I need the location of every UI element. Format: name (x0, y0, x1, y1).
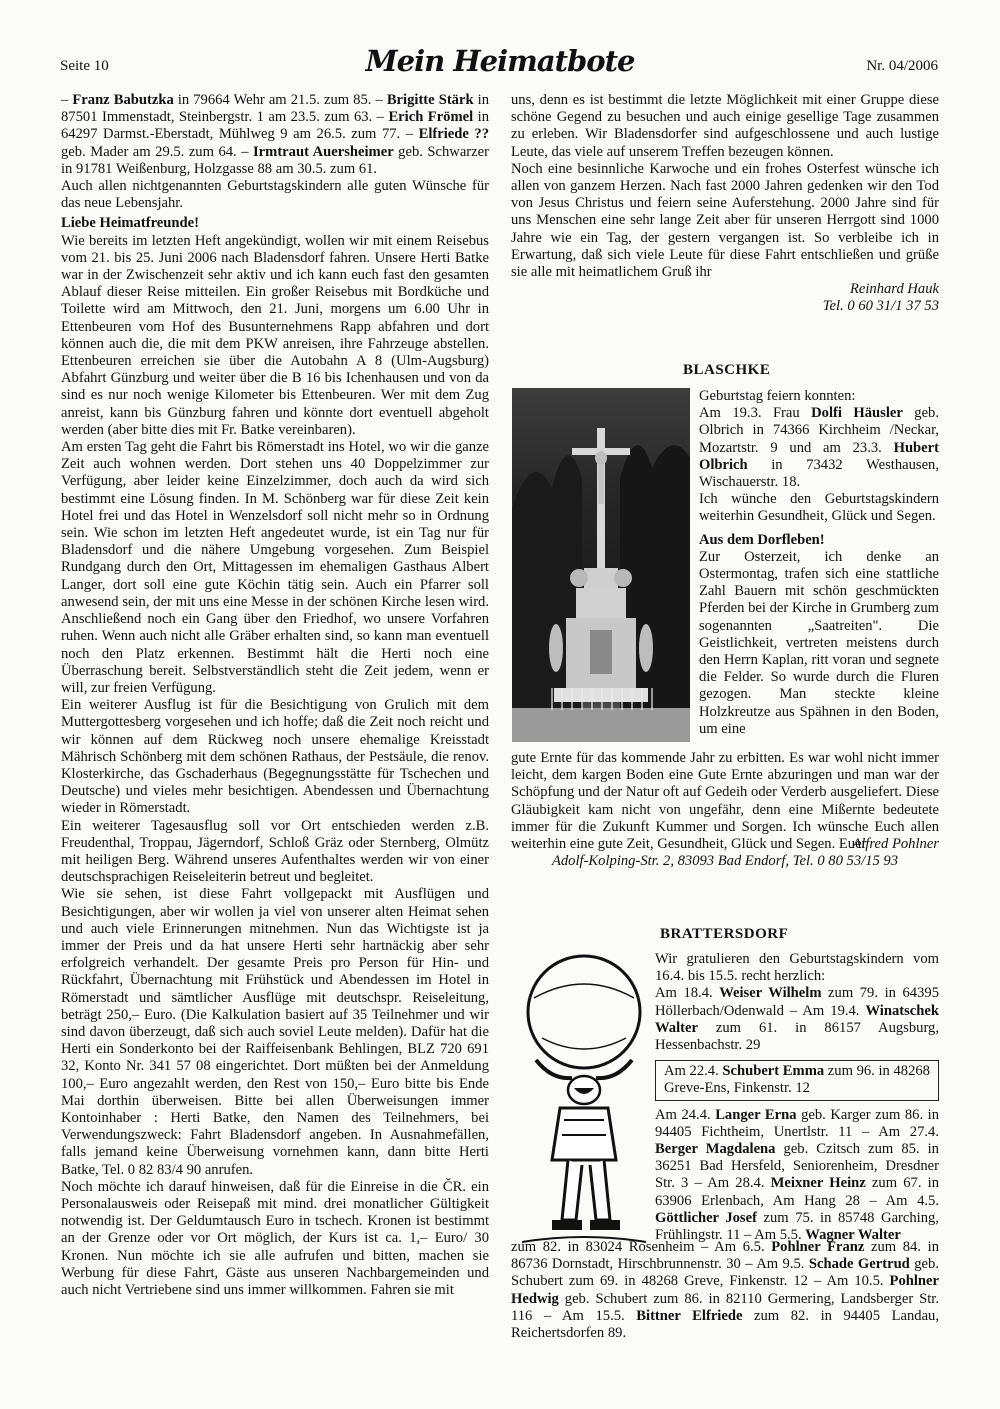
greeting-heading: Liebe Heimatfreunde! (61, 215, 199, 232)
text-run: zum 61. in 86157 Augsburg, Hessenbachstr. 29 (655, 1019, 939, 1054)
signature-name: Reinhard Hauk (849, 281, 939, 298)
text-run: geb. Mader am 29.5. zum 64. – (61, 143, 253, 160)
signature-phone: Tel. 0 60 31/1 37 53 (822, 298, 939, 315)
intro-line: Geburtstag feiern konnten: (699, 388, 856, 404)
article-paragraph: gute Ernte für das kommende Jahr zu erbitten. Es war wohl nicht immer leicht, dem kargen Boden eine Gute Ernte abzuringen und man war der Schöpfung und der Natur oft auf Gedeih oder Verderb ausgeliefert. Diese Gläubigkeit kam nicht von ungefähr, denn eine Mißernte bedeutete immer für die Zukunft Kummer und Sorgen. Ich wünsche Euch allen weiterhin eine gute Zeit, Gesundheit, Glück und Segen. Euer (511, 750, 939, 853)
right-column (511, 92, 939, 316)
birthday-wish: Ich wünche den Geburtstagskindern weiterhin Gesundheit, Glück und Segen. (699, 491, 939, 525)
person-name: Winatschek Walter (655, 1002, 939, 1036)
page-number: Seite 10 (60, 58, 109, 74)
article-paragraph: Noch eine besinnliche Karwoche und ein frohes Osterfest wünsche ich allen von ganzem Herzen. Nach fast 2000 Jahren gedenken wir den Tod von Jesus Christus und feiern seine Auferstehung. 2000 Jahre sind für uns Menschen eine sehr lange Zeit aber für unseren Herrgott sind 1000 Jahre wie ein Tag, der gestern vergangen ist. So verbleibe ich in Erwartung, daß sich viele Leute für diese Fahrt entschließen und grüße sie alle mit heimatlichem Gruß ihr (511, 160, 939, 281)
brattersdorf-birthdays (655, 951, 939, 1244)
person-name: Berger Magdalena (655, 1141, 776, 1158)
article-paragraph: Ein weiterer Ausflug ist für die Besichtigung von Grulich mit dem Muttergottesberg vorgesehen und ich hoffe; daß die Zeit noch reicht und wir können auf dem Rückweg noch unsere ehemalige Kreisstadt Mährisch Schönberg mit dem schönen Rathaus, der Pestsäule, die renov. Klosterkirche, das Gschaderhaus (Begegnungsstätte für Tschechen und Deutsche) und vieles mehr besichtigen. Abendessen und Übernachtung wieder in Römerstadt. (61, 697, 489, 817)
birthday-list (61, 92, 489, 178)
birthday-entry (655, 1107, 939, 1245)
text-run: geb. Schwarzer in 91781 Weißenburg, Holzgasse 88 am 30.5. zum 61. (61, 143, 489, 177)
article-paragraph: Zur Osterzeit, ich denke an Ostermontag, trafen sich eine stattliche Zahl Bauern mit schön geschmückten Pferden bei der Kirche in Grumberg zum sogenannten „Saatreiten". Die Geistlichkeit, vertreten meistens durch den Herrn Kaplan, ritt voran und segnete die Felder. So wurde durch die Fluren gezogen. Man steckte kleine Holzkreutze aus Spähnen in den Boden, um eine (699, 548, 939, 737)
blaschke-continuation (511, 750, 939, 871)
village-life-heading: Aus dem Dorfleben! (699, 531, 825, 548)
section-title-brattersdorf: BRATTERSDORF (660, 926, 789, 942)
text-run: in 79664 Wehr am 21.5. zum 85. – (173, 92, 387, 108)
atlas-figure-illustration (512, 950, 656, 1250)
text-run: geb. Czitsch zum 85. in 36251 Bad Hersfeld, Seniorenheim, Dresdner Str. 3 – Am 28.4. (655, 1141, 939, 1192)
person-name: Brigitte Stärk (386, 92, 474, 108)
text-run: zum 96. in 48268 Greve-Ens, Finkenstr. 12 (664, 1063, 930, 1097)
text-run: Am 19.3. Frau (699, 405, 812, 422)
person-name: Meixner Heinz (770, 1175, 866, 1192)
highlighted-birthday-box (655, 1060, 939, 1100)
article-paragraph: Noch möchte ich darauf hinweisen, daß für die Einreise in die ČR. ein Personalausweis oder Reisepaß mit mind. drei monatlicher Gültigkeit notwendig ist. Der Geldumtausch Euro in tschech. Kronen ist bestimmt an der Grenze oder vor Ort möglich, der Kurs ist ca. 1,– Euro/ 30 Kronen. Nun möchte ich sie alle aufrufen und bitten, machen sie Werbung für diese Fahrt, Gäste aus unseren Nachbargemeinden und auch nicht Vertriebene sind uns immer willkommen. Fahren sie mit (61, 1178, 489, 1299)
article-paragraph: Wie sie sehen, ist diese Fahrt vollgepackt mit Ausflügen und Besichtigungen, aber wir wollen ja viel von unserer alten Heimat sehen und auch viele Erinnerungen mitnehmen. Nun das Wichtigste ist ja immer der Preis und da hat unsere Herti sehr hartnäckig aber sehr erfolgreich verhandelt. Der gesamte Preis pro Person für Hin- und Rückfahrt, Übernachtung mit Frühstück und Abendessen im Hotel in Römerstadt und sämtlicher Ausflüge mit deutschspr. Reiseleitung, beträgt 250,– Euro. (Die Kalkulation basiert auf 35 Teilnehmer und wir sind davon überzeugt, daß sich auch soviel Leute melden). Dafür hat die Herti ein Sonderkonto bei der Raiffeisenbank Behlingen, BLZ 720 691 32, Konto Nr. 341 57 08 eingerichtet. Dort müßten bei der Anmeldung 100,– Euro angezahlt werden, den Rest von 150,– Euro bitte bis Ende Mai dorthin überweisen. Bitte bei allen Überweisungen immer Kontoinhaber : Herti Batke, den Namen des Teilnehmers, bei Verwendungszweck: Fahrt Bladensdorf angeben. In Ausnahmefällen, falls jemand keine Überweisung vornehmen kann, dann bitte Herti Batke, Tel. 0 82 83/4 90 anrufen. (61, 886, 489, 1178)
text-run: zum 82. in 94405 Landau, Reichertsdorfen 89. (511, 1307, 939, 1342)
section-title-blaschke: BLASCHKE (683, 362, 771, 378)
birthday-entry (699, 405, 939, 491)
birthday-entry (511, 1239, 939, 1342)
birthday-entry (655, 985, 939, 1054)
left-column (61, 92, 489, 1299)
text-run: in 73432 Westhausen, Wischauerstr. 18. (699, 456, 939, 491)
birthday-closing: Auch allen nichtgenannten Geburtstagskindern alle guten Wünsche für das neue Lebensjahr. (61, 178, 489, 212)
text-run: zum 75. in 85748 Garching, Frühlingstr. 11 – Am 5.5. (655, 1209, 939, 1244)
person-name: Erich Frömel (388, 109, 474, 126)
text-run: zum 82. in 83024 Rosenheim – Am 6.5. (511, 1239, 772, 1255)
text-run: Am 24.4. (655, 1106, 716, 1123)
article-paragraph: uns, denn es ist bestimmt die letzte Möglichkeit mit einer Gruppe diese schöne Gegend zu besuchen und auch einige gesellige Tage zusammen zu erleben. Wir Bladensdorfer sind aufgeschlossene und auch lustige Leute, das viele auf unserem Treffen bezeugen können. (511, 92, 939, 160)
text-run: geb. Karger zum 86. in 94405 Fichtheim, Unertlstr. 11 – Am 27.4. (655, 1106, 940, 1140)
person-name: Dolfi Häusler (811, 405, 903, 422)
person-name: Pohlner Franz (771, 1239, 865, 1255)
article-paragraph: Ein weiterer Tagesausflug soll vor Ort entschieden werden z.B. Freudenthal, Troppau, Jägerndorf, Schloß Gräz oder Sternberg, Olmütz mit heiligen Berg. Während unseres Aufenthaltes werden wir von einer deutschsprachigen Reiseleiterin betreut und begleitet. (61, 817, 489, 886)
person-name: Langer Erna (715, 1106, 797, 1123)
signature-address: Adolf-Kolping-Str. 2, 83093 Bad Endorf, Tel. 0 80 53/15 93 (551, 853, 899, 870)
person-name: Pohlner Hedwig (511, 1273, 939, 1307)
blaschke-birthdays (699, 388, 939, 738)
atlas-globe-drawing (512, 950, 656, 1250)
person-name: Göttlicher Josef (655, 1209, 757, 1226)
cross-monument-illustration (512, 388, 690, 742)
text-run: – (61, 92, 73, 108)
text-run: zum 67. in 63906 Erlenbach, Am Hang 28 – Am 4.5. (655, 1175, 939, 1209)
person-name: Irmtraut Auersheimer (253, 143, 394, 160)
person-name: Franz Babutzka (72, 92, 174, 108)
text-run: Am 22.4. (664, 1063, 723, 1080)
person-name: Bittner Elfriede (636, 1307, 743, 1324)
person-name: Weiser Wilhelm (719, 985, 822, 1002)
text-run: geb. Schubert zum 86. in 82110 Germering, Landsberger Str. 116 – Am 15.5. (511, 1290, 939, 1324)
intro-line: Wir gratulieren den Geburtstagskindern vom 16.4. bis 15.5. recht herzlich: (655, 951, 939, 985)
text-run: geb. Olbrich in 74366 Kirchheim /Neckar, Mozartstr. 9 und am 23.3. (699, 405, 939, 456)
article-paragraph: Wie bereits im letzten Heft angekündigt, wollen wir mit einem Reisebus vom 21. bis 25. Juni 2006 nach Bladensdorf fahren. Unsere Herti Batke war in der Zwischenzeit sehr aktiv und ich kann euch fast den gesamten Ablauf dieser Reise mitteilen. Ein großer Reisebus mit Bordküche und Toilette wird am Mittwoch, den 21. Juni, morgens um 6.00 Uhr in Ettenbeuren vom Hof des Busunternehmens Rapp abfahren und dort können auch die, die mit dem PKW anreisen, ihre Fahrzeuge abstellen. Ettenbeuren erreichen sie über die Autobahn A 8 (Ulm-Augsburg) Abfahrt Günzburg und weiter über die B 16 bis Ichenhausen und von da sind es nur noch wenige Kilometer bis Ettenbeuren. Wer mit dem Zug anreist, kann bis Günzburg fahren und könnte dort eventuell abgeholt werden (aber bitte dies mit Fr. Batke vereinbaren). (61, 232, 489, 438)
brattersdorf-continuation (511, 1239, 939, 1342)
person-name: Elfriede ?? (418, 126, 490, 143)
person-name: Schade Gertrud (808, 1256, 910, 1273)
masthead-logo: Mein Heimatbote (365, 44, 635, 78)
issue-number: Nr. 04/2006 (866, 58, 938, 74)
text-run: in 64297 Darmst.-Eberstadt, Mühlweg 9 am 26.5. zum 77. – (61, 109, 490, 143)
signature-name: Alfred Pohlner (852, 836, 939, 853)
text-run: in 87501 Immenstadt, Steinbergstr. 1 am 23.5. zum 63. – (61, 92, 489, 126)
text-run: geb. Schubert zum 69. in 48268 Greve, Finkenstr. 12 – Am 10.5. (511, 1256, 939, 1290)
person-name: Hubert Olbrich (699, 439, 939, 473)
text-run: Am 18.4. (655, 985, 720, 1002)
text-run: zum 79. in 64395 Höllerbach/Odenwald – Am 19.4. (655, 985, 939, 1019)
wayside-cross-photo (512, 388, 690, 742)
person-name: Schubert Emma (722, 1063, 825, 1080)
article-paragraph: Am ersten Tag geht die Fahrt bis Römerstadt ins Hotel, wo wir die ganze Zeit auch wohnen werden. Dort stehen uns 40 Doppelzimmer zur Verfügung, aber leider keine Einzelzimmer, doch auch da wird sich bestimmt eine Lösung finden. In M. Schönberg war für diese Zeit kein Hotel frei und das Hotel in Wenzelsdorf soll nicht mehr so in Ordnung sein. Wie schon im letzten Heft angedeutet wurde, ist ein Tag nur für Bladensdorf und die nähere Umgebung vorgesehen. Zum Beispiel Rundgang durch den Ort, Mittagessen im ehemaligen Gasthaus Albert Langer, dort soll eine gute Köchin tätig sein. Auch ein Pfarrer soll anwesend sein, der mit uns eine Messe in der schönen Kirche lesen wird. Anschließend noch ein Gang über den Friedhof, wo unsere Vorfahren ruhen. Wenn auch nicht alle Gräber erhalten sind, so kann man eventuell noch den Platz erkennen. Bestimmt hält die Herti noch eine Überraschung bereit. Selbstverständlich steht die Zeit jedem, wenn er will, zur freien Verfügung. (61, 439, 489, 696)
text-run: zum 84. in 86736 Dornstadt, Hirschbrunnenstr. 30 – Am 9.5. (511, 1239, 939, 1273)
person-name: Wagner Walter (805, 1227, 901, 1244)
